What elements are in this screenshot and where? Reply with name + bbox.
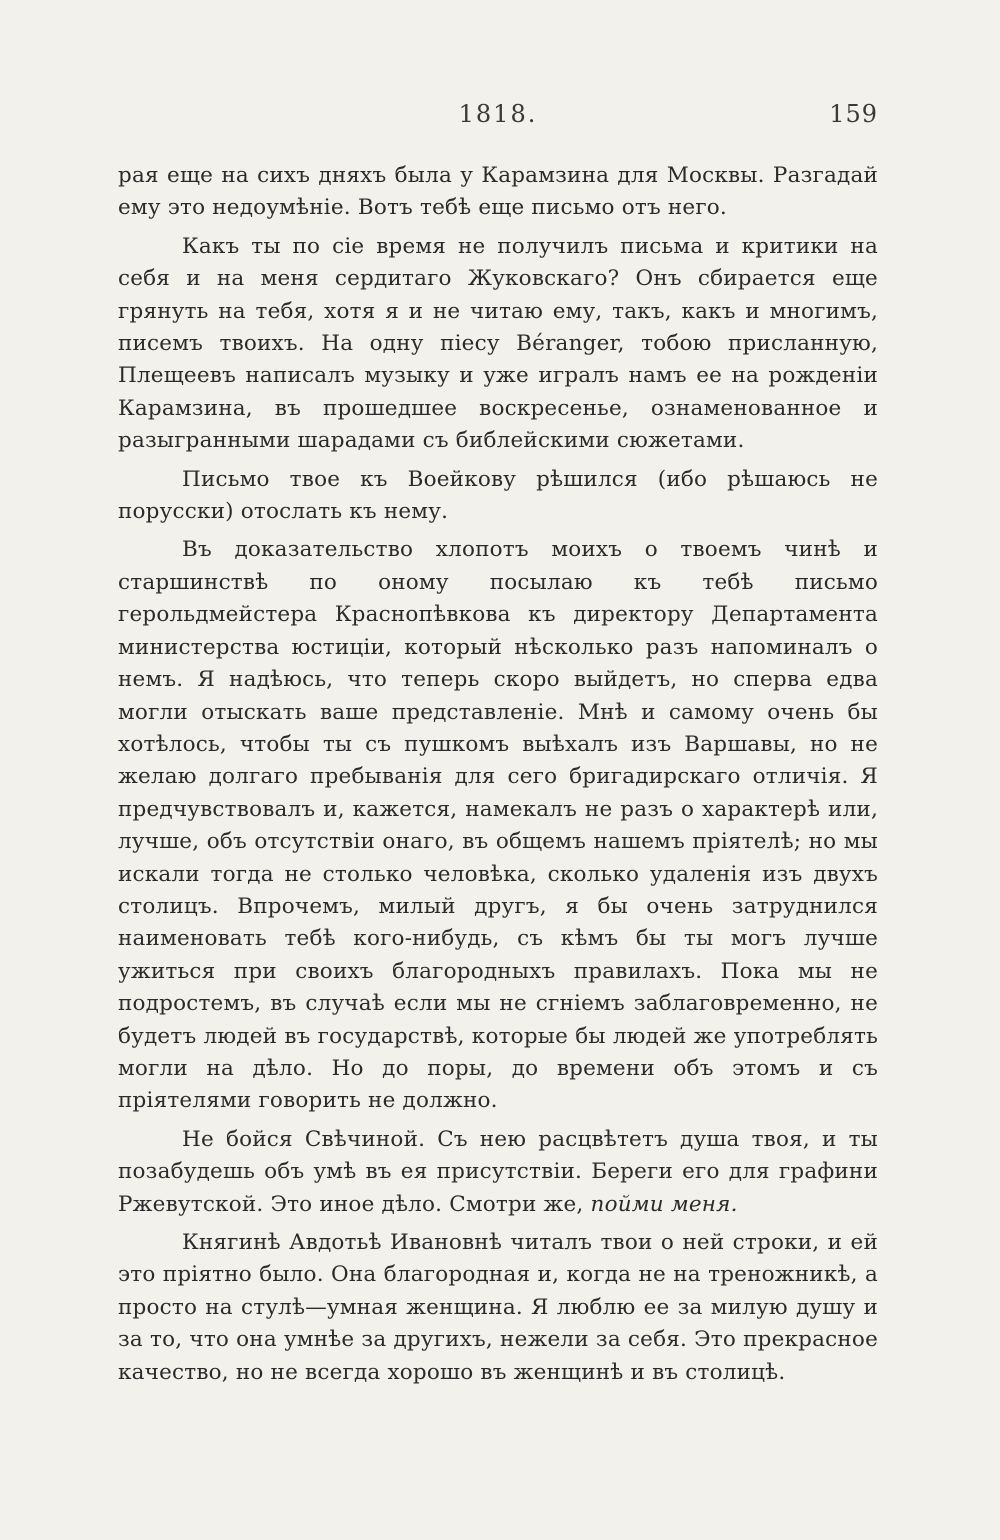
paragraph-text: рая еще на сихъ дняхъ была у Карамзина для Москвы. Разгадай ему это недоумѣніе. Вотъ тебѣ еще письмо отъ него. (118, 163, 878, 221)
running-header-year: 1818. (458, 100, 538, 128)
paragraph (118, 1124, 878, 1221)
emphasized-text: пойми меня. (590, 1191, 738, 1217)
paragraph (118, 534, 878, 1117)
paragraph (118, 1227, 878, 1389)
running-header (118, 100, 878, 140)
paragraph-text: Какъ ты по сіе время не получилъ письма и критики на себя и на меня сердитаго Жуковскаго? Онъ сбирается еще грянуть на тебя, хотя я и не читаю ему, такъ, какъ и многимъ, писемъ твоихъ. На одну піесу Béranger, тобою присланную, Плещеевъ написалъ музыку и уже игралъ намъ ее на рожденіи Карамзина, въ прошедшее воскресенье, ознаменованное и разыгранными шарадами съ библейскими сюжетами. (118, 233, 878, 454)
paragraph-text: Княгинѣ Авдотьѣ Ивановнѣ читалъ твои о ней строки, и ей это пріятно было. Она благородная и, когда не на треножникѣ, а просто на стулѣ—умная женщина. Я люблю ее за милую душу и за то, что она умнѣе за другихъ, нежели за себя. Это прекрасное качество, но не всегда хорошо въ женщинѣ и въ столицѣ. (118, 1230, 878, 1385)
paragraph-text: Не бойся Свѣчиной. Съ нею расцвѣтетъ душа твоя, и ты позабудешь объ умѣ въ ея присутствіи. Береги его для графини Ржевутской. Это иное дѣло. Смотри же, (118, 1126, 878, 1217)
paragraph-text: Письмо твое къ Воейкову рѣшился (ибо рѣшаюсь не порусски) отослать къ нему. (118, 466, 878, 525)
paragraph (118, 160, 878, 225)
paragraph (118, 231, 878, 458)
body-text (118, 160, 878, 1389)
paragraph-text: Въ доказательство хлопотъ моихъ о твоемъ чинѣ и старшинствѣ по оному посылаю къ тебѣ письмо герольдмейстера Краснопѣвкова къ директору Департамента министерства юстиціи, который нѣсколько разъ напоминалъ о немъ. Я надѣюсь, что теперь скоро выйдетъ, но сперва едва могли отыскать ваше представленіе. Мнѣ и самому очень бы хотѣлось, чтобы ты съ пушкомъ выѣхалъ изъ Варшавы, но не желаю долгаго пребыванія для сего бригадирскаго отличія. Я предчувствовалъ и, кажется, намекалъ не разъ о характерѣ или, лучше, объ отсутствіи онаго, въ общемъ нашемъ пріятелѣ; но мы искали тогда не столько человѣка, сколько удаленія изъ двухъ столицъ. Впрочемъ, милый другъ, я бы очень затруднился наименовать тебѣ кого-нибудь, съ кѣмъ бы ты могъ лучше ужиться при своихъ благородныхъ правилахъ. Пока мы не подростемъ, въ случаѣ если мы не сгніемъ заблаговременно, не будетъ людей въ государствѣ, которые бы людей же употреблять могли на дѣло. Но до поры, до времени объ этомъ и съ пріятелями говорить не должно. (118, 537, 878, 1114)
page-number: 159 (829, 100, 878, 128)
paragraph (118, 464, 878, 529)
